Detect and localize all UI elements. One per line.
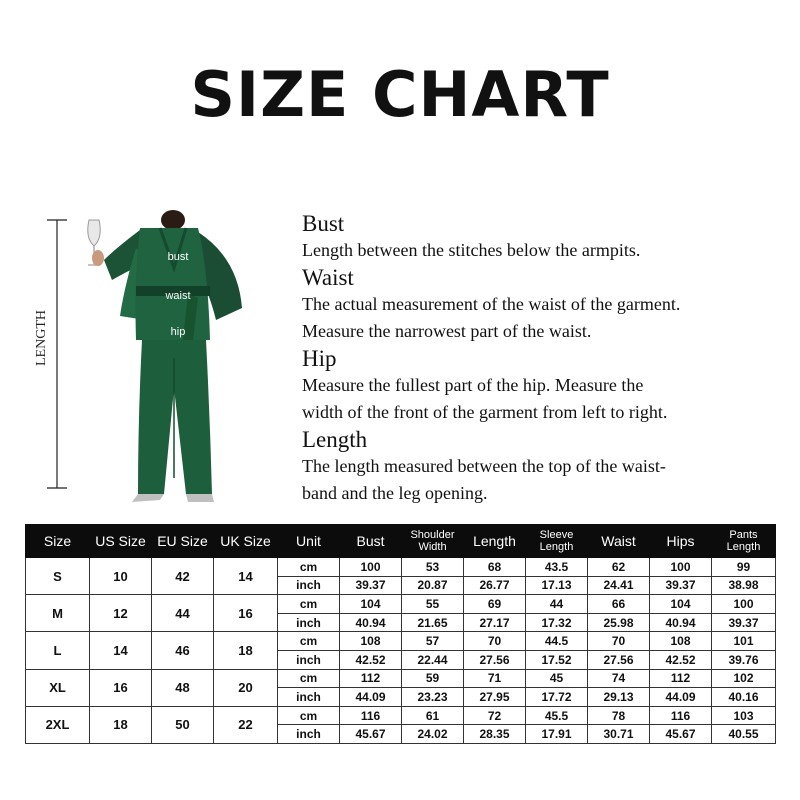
value-cell: 116 (650, 706, 712, 725)
size-cell: L (26, 632, 90, 669)
page-title: SIZE CHART (190, 58, 610, 131)
header-shoulder-width: Shoulder Width (402, 525, 464, 558)
hip-label: hip (170, 326, 186, 338)
unit-cell: cm (278, 669, 340, 688)
value-cell: 45.67 (340, 725, 402, 744)
value-cell: 23.23 (402, 688, 464, 707)
waist-heading: Waist (302, 265, 354, 290)
value-cell: 70 (464, 632, 526, 651)
header-us-size: US Size (90, 525, 152, 558)
value-cell: 59 (402, 669, 464, 688)
value-cell: 45.5 (526, 706, 588, 725)
bust-text-line: Length between the stitches below the armpits. (302, 240, 641, 260)
value-cell: 42.52 (650, 650, 712, 669)
bust-heading: Bust (302, 211, 345, 236)
table-row (26, 595, 776, 614)
length-text-line: The length measured between the top of the waist- (302, 456, 666, 476)
value-cell: 116 (340, 706, 402, 725)
value-cell: 40.94 (650, 613, 712, 632)
value-cell: 42.52 (340, 650, 402, 669)
header-length: Length (464, 525, 526, 558)
unit-cell: cm (278, 706, 340, 725)
value-cell: 21.65 (402, 613, 464, 632)
value-cell: 45 (526, 669, 588, 688)
eu-size-cell: 46 (152, 632, 214, 669)
value-cell: 74 (588, 669, 650, 688)
value-cell: 71 (464, 669, 526, 688)
value-cell: 104 (340, 595, 402, 614)
header-pants-length: Pants Length (712, 525, 776, 558)
value-cell: 20.87 (402, 576, 464, 595)
unit-cell: inch (278, 688, 340, 707)
measurement-descriptions (302, 210, 792, 507)
hip-text-line: width of the front of the garment from left to right. (302, 402, 668, 422)
size-cell: XL (26, 669, 90, 706)
waist-label: waist (165, 290, 191, 302)
size-table (25, 524, 776, 744)
value-cell: 53 (402, 558, 464, 577)
table-row (26, 706, 776, 725)
value-cell: 44.09 (340, 688, 402, 707)
model-figure (28, 208, 268, 508)
value-cell: 108 (650, 632, 712, 651)
value-cell: 40.16 (712, 688, 776, 707)
value-cell: 40.55 (712, 725, 776, 744)
value-cell: 61 (402, 706, 464, 725)
bust-description (302, 210, 792, 264)
header-uk-size: UK Size (214, 525, 278, 558)
value-cell: 29.13 (588, 688, 650, 707)
eu-size-cell: 48 (152, 669, 214, 706)
value-cell: 17.13 (526, 576, 588, 595)
value-cell: 26.77 (464, 576, 526, 595)
length-text-line: band and the leg opening. (302, 483, 488, 503)
header-bust: Bust (340, 525, 402, 558)
size-cell: S (26, 558, 90, 595)
value-cell: 45.67 (650, 725, 712, 744)
size-cell: 2XL (26, 706, 90, 743)
value-cell: 104 (650, 595, 712, 614)
value-cell: 69 (464, 595, 526, 614)
value-cell: 112 (650, 669, 712, 688)
value-cell: 100 (650, 558, 712, 577)
hip-heading: Hip (302, 346, 337, 371)
value-cell: 57 (402, 632, 464, 651)
value-cell: 99 (712, 558, 776, 577)
table-header-row (26, 525, 776, 558)
value-cell: 39.76 (712, 650, 776, 669)
value-cell: 103 (712, 706, 776, 725)
value-cell: 40.94 (340, 613, 402, 632)
unit-cell: cm (278, 595, 340, 614)
eu-size-cell: 44 (152, 595, 214, 632)
us-size-cell: 16 (90, 669, 152, 706)
us-size-cell: 10 (90, 558, 152, 595)
length-description (302, 426, 792, 507)
value-cell: 44 (526, 595, 588, 614)
value-cell: 68 (464, 558, 526, 577)
value-cell: 22.44 (402, 650, 464, 669)
unit-cell: cm (278, 632, 340, 651)
uk-size-cell: 16 (214, 595, 278, 632)
value-cell: 55 (402, 595, 464, 614)
bust-label: bust (167, 251, 189, 263)
length-label: LENGTH (34, 310, 49, 366)
table-row (26, 632, 776, 651)
header-unit: Unit (278, 525, 340, 558)
value-cell: 100 (340, 558, 402, 577)
value-cell: 102 (712, 669, 776, 688)
value-cell: 28.35 (464, 725, 526, 744)
value-cell: 27.56 (464, 650, 526, 669)
value-cell: 70 (588, 632, 650, 651)
value-cell: 17.72 (526, 688, 588, 707)
value-cell: 30.71 (588, 725, 650, 744)
value-cell: 43.5 (526, 558, 588, 577)
value-cell: 24.41 (588, 576, 650, 595)
table-row (26, 669, 776, 688)
unit-cell: inch (278, 613, 340, 632)
value-cell: 17.91 (526, 725, 588, 744)
unit-cell: inch (278, 576, 340, 595)
header-size: Size (26, 525, 90, 558)
header-sleeve-length: Sleeve Length (526, 525, 588, 558)
uk-size-cell: 22 (214, 706, 278, 743)
value-cell: 17.32 (526, 613, 588, 632)
value-cell: 112 (340, 669, 402, 688)
uk-size-cell: 20 (214, 669, 278, 706)
waist-description (302, 264, 792, 345)
value-cell: 27.95 (464, 688, 526, 707)
size-cell: M (26, 595, 90, 632)
length-heading: Length (302, 427, 368, 452)
value-cell: 62 (588, 558, 650, 577)
value-cell: 39.37 (650, 576, 712, 595)
value-cell: 66 (588, 595, 650, 614)
header-waist: Waist (588, 525, 650, 558)
size-table-body (26, 558, 776, 744)
us-size-cell: 14 (90, 632, 152, 669)
uk-size-cell: 18 (214, 632, 278, 669)
value-cell: 44.09 (650, 688, 712, 707)
eu-size-cell: 50 (152, 706, 214, 743)
unit-cell: inch (278, 725, 340, 744)
table-row (26, 558, 776, 577)
us-size-cell: 12 (90, 595, 152, 632)
hip-description (302, 345, 792, 426)
value-cell: 101 (712, 632, 776, 651)
hip-text-line: Measure the fullest part of the hip. Measure the (302, 375, 644, 395)
value-cell: 27.56 (588, 650, 650, 669)
value-cell: 38.98 (712, 576, 776, 595)
header-eu-size: EU Size (152, 525, 214, 558)
uk-size-cell: 14 (214, 558, 278, 595)
value-cell: 39.37 (340, 576, 402, 595)
length-bracket (47, 220, 67, 488)
value-cell: 72 (464, 706, 526, 725)
waist-text-line: The actual measurement of the waist of the garment. (302, 294, 681, 314)
unit-cell: inch (278, 650, 340, 669)
value-cell: 108 (340, 632, 402, 651)
value-cell: 100 (712, 595, 776, 614)
header-hips: Hips (650, 525, 712, 558)
value-cell: 25.98 (588, 613, 650, 632)
value-cell: 39.37 (712, 613, 776, 632)
eu-size-cell: 42 (152, 558, 214, 595)
us-size-cell: 18 (90, 706, 152, 743)
value-cell: 44.5 (526, 632, 588, 651)
waist-text-line: Measure the narrowest part of the waist. (302, 321, 592, 341)
unit-cell: cm (278, 558, 340, 577)
value-cell: 78 (588, 706, 650, 725)
value-cell: 24.02 (402, 725, 464, 744)
value-cell: 27.17 (464, 613, 526, 632)
value-cell: 17.52 (526, 650, 588, 669)
